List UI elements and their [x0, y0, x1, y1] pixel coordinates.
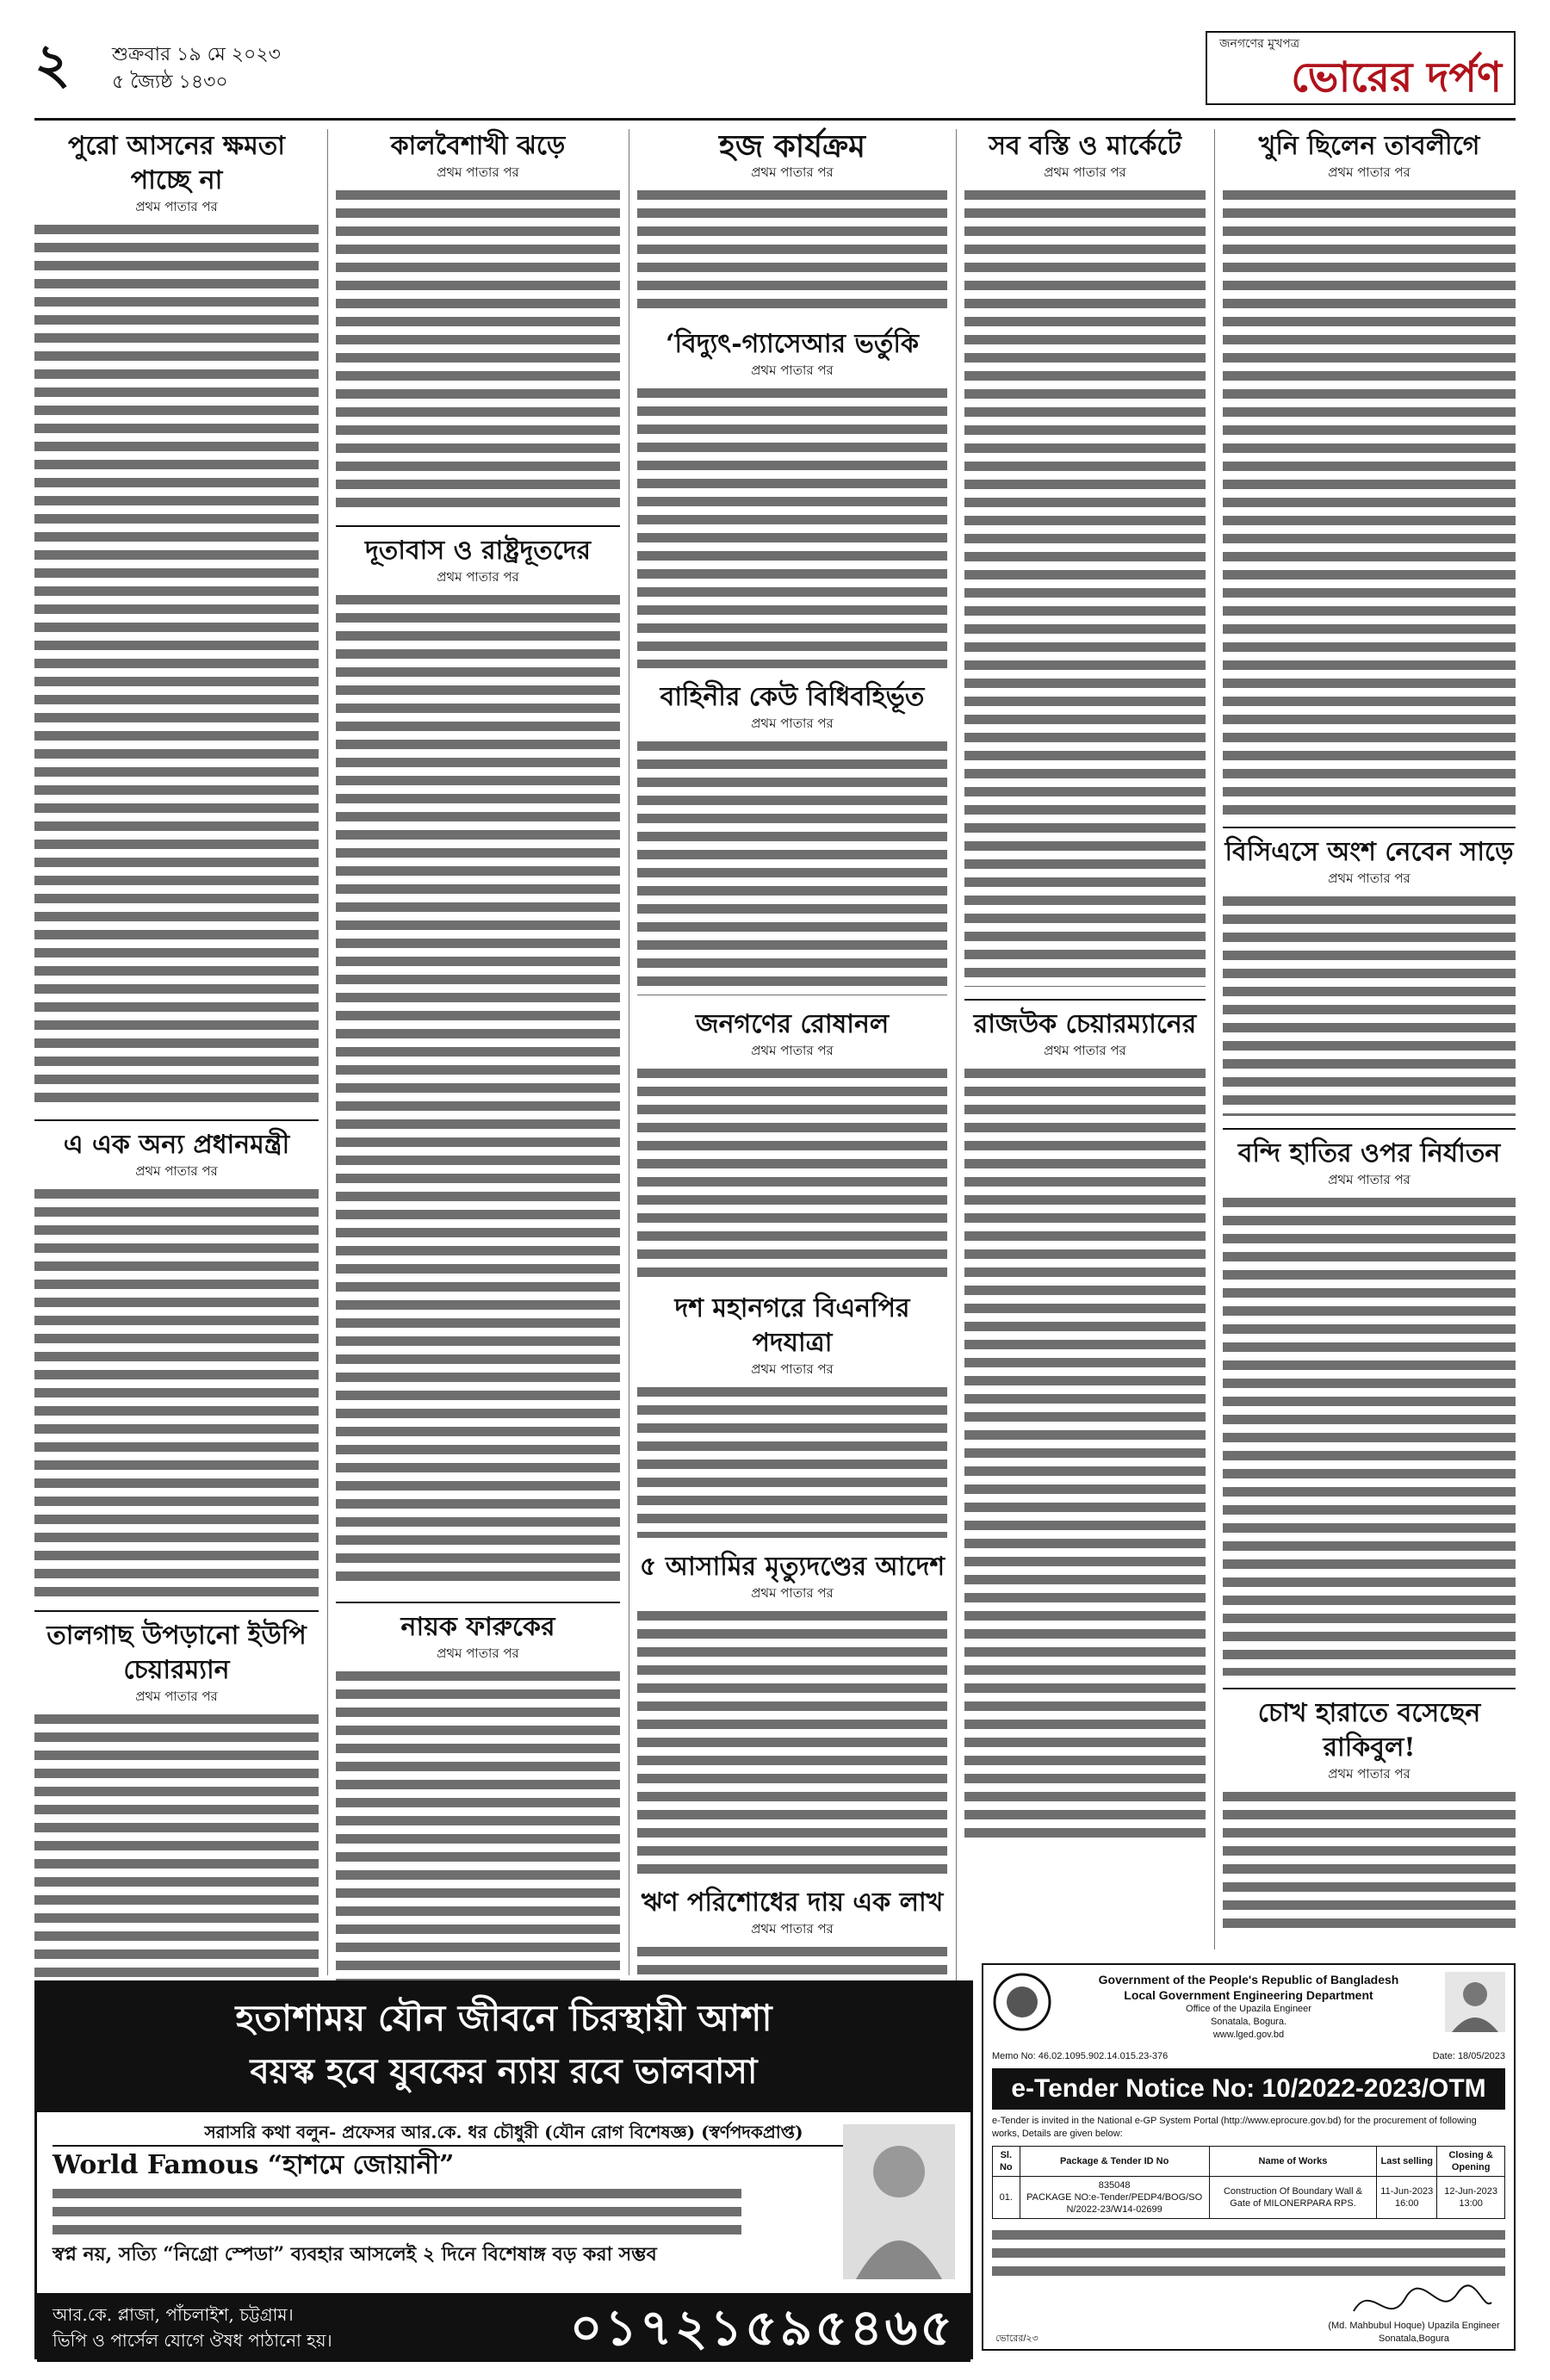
- headline: বিসিএসে অংশ নেবেন সাড়ে: [1224, 837, 1514, 867]
- article: [1223, 1137, 1516, 1676]
- date-bangla: ৫ জ্যৈষ্ঠ ১৪৩০: [112, 71, 228, 93]
- continuation-label: প্রথম পাতার পর: [1328, 164, 1410, 180]
- article: [336, 1610, 620, 2011]
- ad-headline-box: [37, 1983, 970, 2112]
- divider: [1223, 1128, 1516, 1130]
- headline: এ এক অন্য প্রধানমন্ত্রী: [63, 1130, 290, 1160]
- headline: সব বস্তি ও মার্কেটে: [989, 131, 1181, 161]
- tender-table: [992, 2146, 1505, 2219]
- continuation-label: প্রথম পাতার পর: [1328, 1172, 1410, 1187]
- article: [34, 1128, 319, 1598]
- headline: রাজউক চেয়ারম্যানের: [973, 1009, 1197, 1039]
- headline: নায়ক ফারুকের: [400, 1612, 555, 1642]
- continuation-label: প্রথম পাতার পর: [1044, 1043, 1126, 1058]
- article: [637, 680, 947, 995]
- article: [1223, 129, 1516, 815]
- headline: দশ মহানগরে বিএনপির পদযাত্রা: [674, 1293, 910, 1358]
- article: [964, 1007, 1206, 1839]
- portrait-icon: [1445, 1972, 1505, 2032]
- article: [964, 129, 1206, 987]
- ad-line-2: বয়স্ক হবে যুবকের ন্যায় রবে ভালবাসা: [250, 2051, 758, 2092]
- article-body: [34, 220, 319, 1107]
- date-english: শুক্রবার ১৯ মে ২০২৩: [112, 44, 281, 65]
- continuation-label: প্রথম পাতার পর: [135, 1163, 218, 1179]
- tender-office: Office of the Upazila Engineer: [1186, 2004, 1311, 2014]
- article: [637, 129, 947, 315]
- continuation-label: প্রথম পাতার পর: [437, 1646, 519, 1661]
- headline: চোখ হারাতে বসেছেন রাকিবুল!: [1257, 1698, 1481, 1763]
- headline: হজ কার্যক্রম: [718, 128, 866, 164]
- article-body: [1223, 1788, 1516, 1934]
- doctor-photo-icon: [843, 2124, 955, 2279]
- divider: [34, 1119, 319, 1121]
- table-row: 01. 835048 PACKAGE NO:e-Tender/PEDP4/BOG/SO N/2022-23/W14-02699 Construction Of Boundary Wall & Gate of MILONERPARA RPS. 11-Jun-2023 16:00 12-Jun-2023 13:00: [993, 2177, 1505, 2219]
- logo-text: ভোরের দর্পণ: [1291, 53, 1502, 102]
- article-body: [336, 186, 620, 513]
- ad-footer: [37, 2293, 970, 2362]
- article: [637, 327, 947, 668]
- article: [336, 534, 620, 1590]
- ad-promise: স্বপ্ন নয়, সত্যি “নিগ্রো স্পেডা” ব্যবহার আসলেই ২ দিনে বিশেষাঙ্গ বড় করা সম্ভব: [53, 2243, 657, 2265]
- tender-place: Sonatala, Bogura.: [1210, 2017, 1287, 2027]
- ad-line-1: হতাশাময় যৌন জীবনে চিরস্থায়ী আশা: [235, 1997, 772, 2039]
- article-body: [637, 186, 947, 315]
- issue-dates: [112, 41, 281, 96]
- article-body: [964, 186, 1206, 987]
- article-body: [637, 384, 947, 668]
- article: [1223, 1696, 1516, 1934]
- table-header: Sl. No Package & Tender ID No Name of Works Last selling Closing & Opening: [993, 2147, 1505, 2177]
- continuation-label: প্রথম পাতার পর: [135, 199, 218, 214]
- ad-delivery: ভিপি ও পার্সেল যোগে ঔষধ পাঠানো হয়।: [53, 2330, 332, 2351]
- tender-memo: Memo No: 46.02.1095.902.14.015.23-376: [992, 2051, 1169, 2061]
- article: [34, 129, 319, 1107]
- article-body: [637, 1064, 947, 1280]
- tender-government: Government of the People's Republic of Bangladesh: [1098, 1973, 1399, 1986]
- continuation-label: প্রথম পাতার পর: [751, 716, 834, 731]
- article-body: [637, 737, 947, 995]
- continuation-label: প্রথম পাতার পর: [1044, 164, 1126, 180]
- tender-memo-row: [992, 2050, 1505, 2063]
- headline: তালগাছ উপড়ানো ইউপি চেয়ারম্যান: [46, 1621, 307, 1685]
- divider: [34, 1610, 319, 1612]
- divider: [1223, 1688, 1516, 1689]
- article-body: [1223, 1193, 1516, 1676]
- headline: খুনি ছিলেন তাবলীগে: [1258, 131, 1480, 161]
- article-body: [34, 1185, 319, 1598]
- tender-intro: e-Tender is invited in the National e-GP System Portal (http://www.eprocure.gov.bd) for the procurement of following works, Details are given below:: [992, 2116, 1477, 2139]
- ad-body: [37, 2112, 970, 2293]
- headline: পুরো আসনের ক্ষমতা পাচ্ছে না: [68, 131, 285, 195]
- article: [336, 129, 620, 513]
- continuation-label: প্রথম পাতার পর: [751, 1043, 834, 1058]
- tender-date: Date: 18/05/2023: [1432, 2051, 1505, 2061]
- article-body: [637, 1383, 947, 1538]
- tender-notice: [982, 1963, 1516, 2351]
- column-rule: [1214, 129, 1215, 1949]
- article: [637, 1292, 947, 1538]
- article-body: [1223, 186, 1516, 815]
- continuation-label: প্রথম পাতার পর: [751, 1585, 834, 1601]
- article: [637, 1550, 947, 1874]
- page-number: ২: [34, 32, 71, 96]
- divider: [1223, 827, 1516, 828]
- article-body: [637, 1607, 947, 1874]
- headline: কালবৈশাখী ঝড়ে: [390, 131, 566, 161]
- ad-address-block: [53, 2302, 332, 2353]
- ad-address: আর.কে. প্লাজা, পাঁচলাইশ, চট্টগ্রাম।: [53, 2304, 294, 2325]
- article-body: [1223, 892, 1516, 1116]
- article: [637, 1007, 947, 1280]
- continuation-label: প্রথম পাতার পর: [437, 164, 519, 180]
- newspaper-logo: [1206, 31, 1516, 105]
- ad-product: World Famous “হাশমে জোয়ানী”: [53, 2150, 455, 2180]
- headline: ৫ আসামির মৃত্যুদণ্ডের আদেশ: [639, 1552, 946, 1582]
- article-body: [964, 1064, 1206, 1839]
- continuation-label: প্রথম পাতার পর: [751, 363, 834, 378]
- ad-contact: সরাসরি কথা বলুন- প্রফেসর আর.কে. ধর চৌধুরী (যৌন রোগ বিশেষজ্ঞ) (স্বর্ণপদকপ্রাপ্ত): [53, 2119, 955, 2147]
- continuation-label: প্রথম পাতার পর: [1328, 871, 1410, 886]
- ad-phone: ০১৭২১৫৯৫৪৬৫: [569, 2298, 955, 2357]
- article: [1223, 835, 1516, 1116]
- masthead: [34, 26, 1516, 121]
- continuation-label: প্রথম পাতার পর: [751, 1921, 834, 1937]
- continuation-label: প্রথম পাতার পর: [135, 1689, 218, 1704]
- divider: [336, 1602, 620, 1603]
- lged-logo-icon: [992, 1972, 1052, 2032]
- continuation-label: প্রথম পাতার পর: [751, 164, 834, 180]
- logo-tagline: জনগণের মুখপত্র: [1219, 37, 1300, 51]
- divider: [964, 999, 1206, 1001]
- tender-terms: [992, 2226, 1505, 2278]
- tender-signer: (Md. Mahbubul Hoque) Upazila Engineer Sonatala,Bogura: [1328, 2321, 1500, 2344]
- headline: দূতাবাস ও রাষ্ট্রদূতদের: [364, 536, 592, 566]
- column-4: [964, 129, 1206, 1949]
- column-rule: [327, 129, 328, 1975]
- advertisement: [34, 1980, 973, 2359]
- continuation-label: প্রথম পাতার পর: [751, 1361, 834, 1377]
- article-body: [336, 1667, 620, 2011]
- headline: বাহিনীর কেউ বিধিবহির্ভূত: [660, 682, 925, 712]
- headline: ঋণ পরিশোধের দায় এক লাখ: [641, 1887, 944, 1918]
- continuation-label: প্রথম পাতার পর: [437, 569, 519, 585]
- headline: ‘বিদ্যুৎ-গ্যাসেআর ভর্তুকি: [666, 329, 919, 359]
- headline: জনগণের রোষানল: [695, 1009, 890, 1039]
- column-5: [1223, 129, 1516, 1949]
- headline: বন্দি হাতির ওপর নির্যাতন: [1237, 1138, 1501, 1168]
- tender-title: e-Tender Notice No: 10/2022-2023/OTM: [992, 2068, 1505, 2110]
- continuation-label: প্রথম পাতার পর: [1328, 1766, 1410, 1782]
- divider: [336, 525, 620, 527]
- tender-department: Local Government Engineering Department: [1124, 1988, 1373, 2002]
- article-body: [336, 591, 620, 1590]
- tender-ref: ভোরের/২৩: [995, 2334, 1038, 2344]
- ad-body-text: [53, 2185, 741, 2236]
- tender-website: www.lged.gov.bd: [1212, 2030, 1285, 2040]
